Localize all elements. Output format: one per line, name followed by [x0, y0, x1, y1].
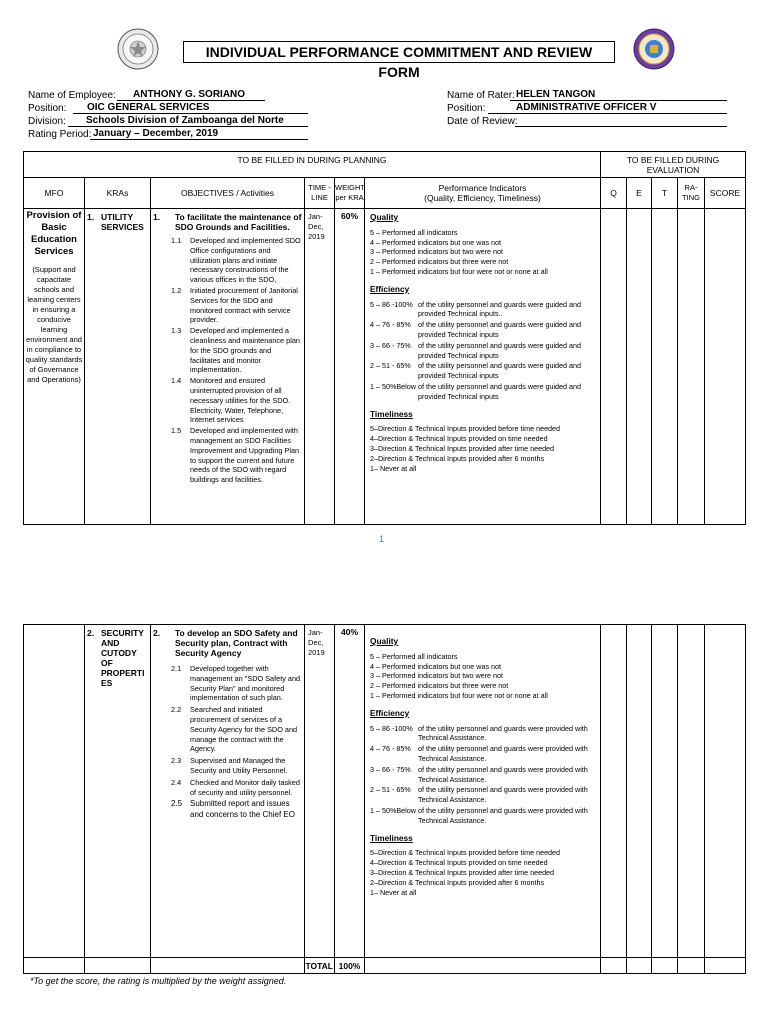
timeliness-item: 1– Never at all: [370, 463, 417, 473]
quality-item: 1 – Performed indicators but four were not or none at all: [370, 690, 548, 700]
rating-period-value: January – December, 2019: [90, 128, 308, 140]
rater-name-value: HELEN TANGON: [510, 89, 727, 101]
quality-item: 4 – Performed indicators but one was not: [370, 661, 502, 671]
quality-title: Quality: [370, 636, 399, 646]
e-rating-cell[interactable]: [627, 209, 652, 525]
objectives-header: OBJECTIVES / Activities: [151, 178, 305, 209]
activity-item: 1.5 Developed and implemented with management an SDO Facilities Improvement and Upgrading Plan to support the current and future needs of the SDO with regard buildings and facilities.: [171, 426, 300, 485]
activity-item: 2.5 Submitted report and issues and concerns to the Chief EO: [171, 799, 295, 819]
activity-item: 2.2 Searched and initiated procurement of services of a Security Agency for the SDO and manage the contract with the Agency.: [171, 705, 298, 754]
objectives-cell: [151, 625, 305, 958]
e-header: E: [627, 178, 652, 209]
rating-header: RA- TING: [678, 178, 705, 209]
total-blank: [627, 958, 652, 974]
efficiency-item: 4 – 76 - 85% of the utility personnel and guards were guided and provided Technical inputs: [370, 320, 582, 339]
timeliness-item: 4–Direction & Technical Inputs provided on time needed: [370, 858, 548, 868]
total-blank: [85, 958, 151, 974]
rating-cell[interactable]: [678, 625, 705, 958]
kra-number: 2.: [87, 628, 95, 638]
efficiency-item: 1 – 50%Below of the utility personnel and guards were provided with Technical Assistance.: [370, 805, 588, 825]
timeliness-item: 2–Direction & Technical Inputs provided after 6 months: [370, 453, 545, 463]
e-rating-cell[interactable]: [627, 625, 652, 958]
division-seal-icon: [633, 28, 675, 70]
employee-position-label: Position:: [28, 103, 67, 114]
timeliness-item: 5–Direction & Technical Inputs provided before time needed: [370, 424, 561, 434]
weight-cell: 40%: [335, 625, 365, 958]
timeliness-title: Timeliness: [370, 408, 413, 419]
activity-item: 2.3 Supervised and Managed the Security and Utility Personnel.: [171, 756, 288, 775]
indicators-cell: [365, 209, 601, 525]
activity-item: 2.4 Checked and Monitor daily tasked of security and utility personnel.: [171, 777, 300, 797]
quality-item: 5 – Performed all indicators: [370, 651, 458, 661]
timeliness-item: 4–Direction & Technical Inputs provided on time needed: [370, 434, 548, 444]
q-header: Q: [601, 178, 627, 209]
total-blank: [24, 958, 85, 974]
q-rating-cell[interactable]: [601, 625, 627, 958]
rater-position-label: Position:: [447, 103, 486, 114]
review-date-label: Date of Review:: [447, 116, 518, 127]
ipcr-table-page1: [23, 151, 746, 525]
timeliness-item: 3–Direction & Technical Inputs provided after time needed: [370, 867, 555, 877]
efficiency-item: 5 – 86 -100% of the utility personnel and guards were guided and provided Technical inputs..: [370, 299, 582, 319]
timeliness-item: 2–Direction & Technical Inputs provided after 6 months: [370, 877, 545, 887]
mfo-header: MFO: [24, 178, 85, 209]
quality-item: 3 – Performed indicators but two were not: [370, 671, 504, 681]
total-label: TOTAL: [305, 958, 335, 974]
deped-seal-icon: [117, 28, 159, 70]
mfo-description: (Support and capacitate schools and learning centers in ensuring a conducive learning environment and in compliance to quality standards of Governance and Operations): [25, 265, 83, 384]
rating-cell[interactable]: [678, 209, 705, 525]
quality-item: 2 – Performed indicators but three were not: [370, 257, 509, 267]
ipcr-table-page2: [23, 624, 746, 974]
efficiency-title: Efficiency: [370, 283, 410, 294]
indicators-header-line1: Performance Indicators: [438, 183, 527, 193]
weight-header: WEIGHT per KRA: [335, 178, 365, 209]
score-cell[interactable]: [705, 625, 746, 958]
activity-item: 1.3 Developed and implemented a cleanliness and maintenance plan for the SDO grounds and facilitates and monitor implementation.: [171, 326, 300, 375]
mfo-cell-blank: [24, 625, 85, 958]
t-rating-cell[interactable]: [652, 625, 678, 958]
total-blank: [365, 958, 601, 974]
kra-cell: [85, 625, 151, 958]
indicators-header-line2: (Quality, Efficiency, Timeliness): [424, 193, 541, 203]
employee-name-label: Name of Employee:: [28, 90, 116, 101]
efficiency-item: 3 – 66 - 75% of the utility personnel and guards were guided and provided Technical inputs: [370, 340, 582, 360]
quality-item: 3 – Performed indicators but two were not: [370, 247, 504, 257]
timeline-header: TIME -LINE: [305, 178, 335, 209]
planning-header: TO BE FILLED IN DURING PLANNING: [24, 152, 601, 178]
rating-period-label: Rating Period:: [28, 129, 92, 140]
efficiency-item: 2 – 51 - 65% of the utility personnel and guards were guided and provided Technical inputs: [370, 361, 582, 381]
timeliness-item: 3–Direction & Technical Inputs provided after time needed: [370, 443, 555, 453]
weight-cell: 60%: [335, 209, 365, 525]
evaluation-header: TO BE FILLED DURING EVALUATION: [601, 152, 746, 178]
objective-number: 1.: [153, 212, 161, 222]
score-header: SCORE: [705, 178, 746, 209]
timeliness-item: 1– Never at all: [370, 887, 417, 897]
kra-text: SECURITY AND CUTODY OF PROPERTI ES: [101, 628, 145, 688]
activity-item: 1.2 Initiated procurement of Janitorial Services for the SDO and monitored contract with service provider.: [171, 285, 298, 325]
rater-position-value: ADMINISTRATIVE OFFICER V: [488, 102, 727, 114]
timeliness-item: 5–Direction & Technical Inputs provided before time needed: [370, 848, 561, 858]
efficiency-title: Efficiency: [370, 707, 410, 718]
employee-name-value: ANTHONY G. SORIANO: [117, 89, 265, 101]
total-blank: [601, 958, 627, 974]
employee-position-value: OIC GENERAL SERVICES: [73, 102, 308, 114]
kras-header: KRAs: [85, 178, 151, 209]
q-rating-cell[interactable]: [601, 209, 627, 525]
efficiency-item: 2 – 51 - 65% of the utility personnel and guards were provided with Technical Assistance.: [370, 785, 588, 805]
division-label: Division:: [28, 116, 66, 127]
timeline-cell: Jan-Dec, 2019: [305, 209, 335, 525]
activity-item: 2.1 Developed together with management an "SDO Safety and Security Plan" and monitored implementation of such plan.: [171, 664, 301, 703]
mfo-cell: [24, 209, 85, 525]
kra-cell: [85, 209, 151, 525]
activity-item: 1.1 Developed and implemented SDO Office configurations and utilization plans and initiate necessary constructions of the various offices in the SDO,: [171, 236, 301, 285]
timeliness-title: Timeliness: [370, 832, 413, 843]
objective-text: To facilitate the maintenance of SDO Grounds and Facilities.: [175, 212, 302, 232]
efficiency-item: 1 – 50%Below of the utility personnel and guards were guided and provided Technical inputs: [370, 381, 582, 401]
quality-item: 5 – Performed all indicators: [370, 227, 458, 237]
review-date-value: [515, 115, 727, 127]
division-value: Schools Division of Zamboanga del Norte: [68, 115, 308, 127]
activity-item: 1.4 Monitored and ensured uninterrupted provision of all necessary utilities for the SDO. Electricity, Water, Telephone, Internet services: [171, 376, 291, 425]
total-score-cell[interactable]: [705, 958, 746, 974]
objective-number: 2.: [153, 628, 161, 638]
quality-item: 2 – Performed indicators but three were not: [370, 681, 509, 691]
efficiency-item: 4 – 76 - 85% of the utility personnel and guards were provided with Technical Assistance.: [370, 744, 588, 763]
mfo-title: Provision of Basic Education Services: [26, 210, 82, 257]
objective-text: To develop an SDO Safety and Security plan, Contract with Security Agency: [175, 628, 298, 658]
t-header: T: [652, 178, 678, 209]
footnote: *To get the score, the rating is multiplied by the weight assigned.: [30, 976, 287, 986]
t-rating-cell[interactable]: [652, 209, 678, 525]
rater-name-label: Name of Rater:: [447, 90, 515, 101]
form-title: INDIVIDUAL PERFORMANCE COMMITMENT AND REVIEW FORM: [183, 41, 615, 63]
efficiency-item: 3 – 66 - 75% of the utility personnel and guards were provided with Technical Assistance.: [370, 764, 588, 784]
indicators-cell: [365, 625, 601, 958]
total-blank: [678, 958, 705, 974]
objectives-cell: [151, 209, 305, 525]
quality-item: 1 – Performed indicators but four were not or none at all: [370, 266, 548, 276]
kra-text: UTILITY SERVICES: [101, 212, 144, 232]
total-blank: [652, 958, 678, 974]
kra-number: 1.: [87, 212, 95, 222]
quality-title: Quality: [370, 212, 399, 222]
page-number: 1: [379, 534, 385, 544]
timeline-cell: Jan-Dec, 2019: [305, 625, 335, 958]
indicators-header: [365, 178, 601, 209]
efficiency-item: 5 – 86 -100% of the utility personnel and guards were provided with Technical Assistance.: [370, 723, 588, 743]
quality-item: 4 – Performed indicators but one was not: [370, 237, 502, 247]
total-weight: 100%: [335, 958, 365, 974]
score-cell[interactable]: [705, 209, 746, 525]
total-blank: [151, 958, 305, 974]
